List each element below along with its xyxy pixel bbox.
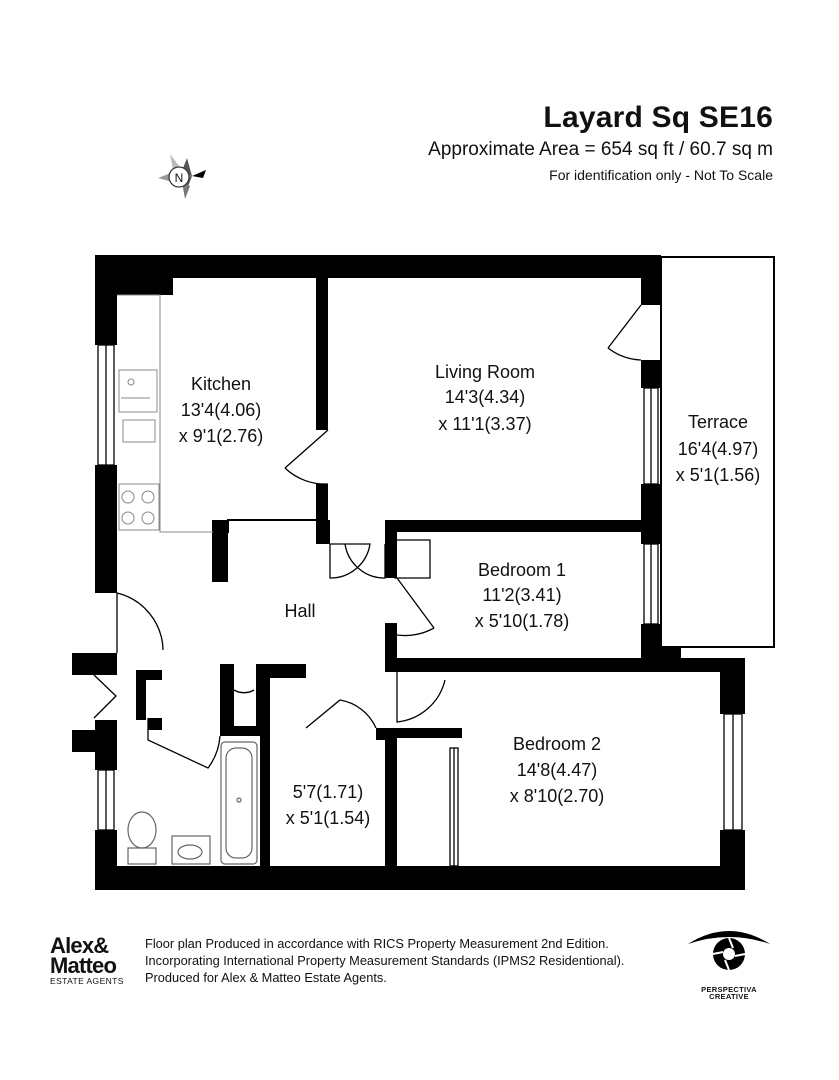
terrace-dim-1: 16'4(4.97) bbox=[677, 439, 759, 459]
room-terrace bbox=[676, 412, 760, 485]
logo-line-2: Matteo bbox=[50, 953, 117, 978]
footer-notes bbox=[145, 935, 624, 986]
brand-line-1: PERSPECTIVA bbox=[701, 985, 757, 994]
terrace-dim-2: x 5'1(1.56) bbox=[675, 465, 761, 485]
logo-subtitle: ESTATE AGENTS bbox=[50, 976, 124, 986]
bedroom2-dim-2: x 8'10(2.70) bbox=[509, 786, 605, 806]
logo-line-1: Alex& bbox=[50, 933, 109, 958]
aperture-icon bbox=[684, 922, 774, 982]
kitchen-dim-2: x 9'1(2.76) bbox=[178, 426, 264, 446]
bedroom1-dim-1: 11'2(3.41) bbox=[482, 585, 562, 605]
approximate-area: Approximate Area = 654 sq ft / 60.7 sq m bbox=[428, 139, 773, 160]
terrace-name: Terrace bbox=[687, 412, 749, 432]
room-bathroom bbox=[286, 782, 370, 828]
perspectiva-logo bbox=[684, 922, 774, 1001]
kitchen-dim-1: 13'4(4.06) bbox=[180, 400, 262, 420]
footer-line-2: Incorporating International Property Measurement Standards (IPMS2 Residentional). bbox=[145, 953, 625, 968]
room-hall bbox=[284, 601, 315, 621]
room-bedroom-2 bbox=[510, 734, 605, 806]
windows bbox=[98, 345, 742, 866]
bathroom-dim-2: x 5'1(1.54) bbox=[285, 808, 371, 828]
living-name: Living Room bbox=[434, 362, 536, 382]
footer-line-3: Produced for Alex & Matteo Estate Agents. bbox=[145, 970, 387, 985]
hall-name: Hall bbox=[284, 601, 316, 621]
footer-line-1: Floor plan Produced in accordance with RICS Property Measurement 2nd Edition. bbox=[145, 936, 609, 951]
doors bbox=[94, 305, 641, 768]
bedroom1-name: Bedroom 1 bbox=[477, 560, 567, 580]
room-bedroom-1 bbox=[475, 560, 570, 631]
property-title: Layard Sq SE16 bbox=[543, 101, 773, 134]
bedroom2-dim-1: 14'8(4.47) bbox=[516, 760, 598, 780]
room-kitchen bbox=[179, 374, 263, 446]
living-dim-2: x 11'1(3.37) bbox=[438, 414, 532, 434]
room-living bbox=[435, 362, 535, 434]
kitchen-partition bbox=[213, 520, 320, 580]
compass-north-label: N bbox=[174, 171, 184, 185]
agent-logo bbox=[50, 933, 130, 986]
kitchen-name: Kitchen bbox=[190, 374, 252, 394]
compass-icon bbox=[158, 154, 206, 199]
scale-disclaimer: For identification only - Not To Scale bbox=[549, 167, 773, 183]
bathroom-dim-1: 5'7(1.71) bbox=[292, 782, 364, 802]
bedroom2-name: Bedroom 2 bbox=[512, 734, 602, 754]
brand-line-2: CREATIVE bbox=[709, 992, 749, 1001]
bedroom1-dim-2: x 5'10(1.78) bbox=[474, 611, 570, 631]
living-dim-1: 14'3(4.34) bbox=[444, 387, 526, 407]
